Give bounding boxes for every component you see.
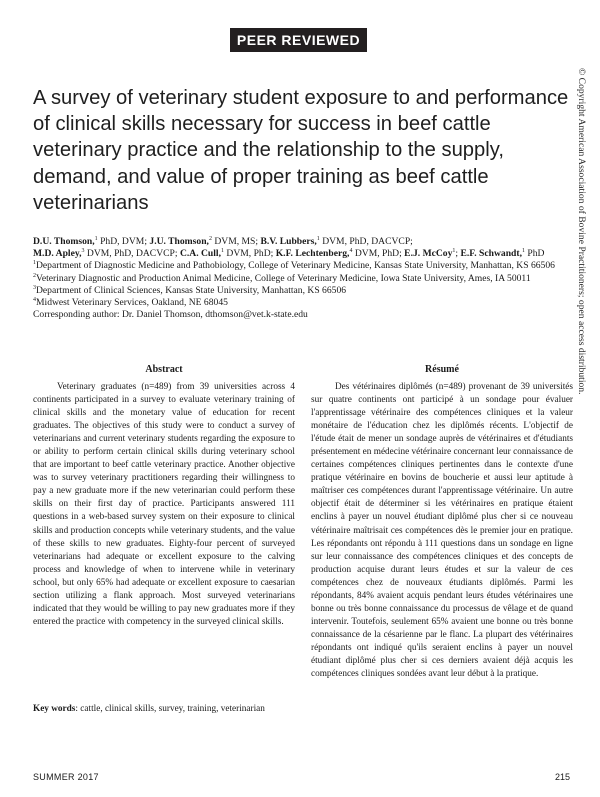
author-degree: DVM, PhD;: [224, 248, 276, 260]
affiliation: [33, 260, 563, 272]
keywords-label: Key words: [33, 704, 76, 714]
peer-reviewed-badge: PEER REVIEWED: [230, 28, 367, 52]
author-name: B.V. Lubbers,: [260, 236, 317, 247]
author-line-1: [33, 236, 563, 248]
affiliation-marker: 4: [33, 296, 36, 303]
author-degree: DVM, PhD;: [352, 248, 405, 260]
abstract-heading: Abstract: [145, 364, 183, 375]
abstract-body: [33, 381, 295, 629]
keywords-list: : cattle, clinical skills, survey, training, veterinarian: [75, 704, 265, 714]
author-name: M.D. Apley,: [33, 248, 82, 260]
affiliation: [33, 273, 563, 285]
affiliation-marker: 2: [33, 272, 36, 279]
author-line-2: [33, 248, 563, 260]
author-affiliation-marker: 1: [94, 235, 98, 242]
page-number: 215: [554, 772, 570, 782]
author-name: E.J. McCoy: [404, 248, 453, 260]
author-affiliation-marker: 2: [208, 235, 212, 242]
author-degree: PhD, DVM;: [97, 236, 150, 247]
author-degree: PhD: [524, 248, 545, 260]
affiliation-text: Department of Clinical Sciences, Kansas State University, Manhattan, KS 66506: [36, 284, 347, 296]
author-name: J.U. Thomson,: [149, 236, 209, 247]
author-affiliation-marker: 1: [452, 248, 456, 255]
author-affiliation-marker: 4: [349, 248, 353, 255]
abstract-paragraph: Veterinary graduates (n=489) from 39 universities across 4 continents participated in a survey to evaluate veterinary training of clinical skills and the monetary value of education for recent graduates. The objectives of this study were to conduct a survey of veterinarians and current veterinary students regarding the exposure to or ability to perform certain clinical skills during veterinary school that are important to beef cattle veterinary practice. Another objective was to survey veterinary practitioners regarding their willingness to pay a new graduate more if the new veterinarian could perform these skills on their first day of practice. Participants answered 111 questions in a web-based survey system on their exposure to clinical skills and production concepts while veterinary students, and the value of these skills to new graduates. Eighty-four percent of surveyed veterinarians had adequate or excellent exposure to the calving process and knowledge of when to intervene while in veterinary school, but only 65% had adequate or excellent exposure to caesarian section utilizing a flank approach. Most surveyed veterinarians indicated that they would be willing to pay new graduates more if they entered the practice with competency in the surveyed clinical skills.: [33, 382, 295, 627]
author-affiliation-marker: 3: [81, 248, 85, 255]
author-degree: DVM, PhD, DACVCP;: [84, 248, 180, 260]
keywords: [33, 703, 295, 715]
author-affiliation-marker: 1: [316, 235, 320, 242]
author-affiliation-marker: 1: [221, 248, 224, 255]
affiliation-text: Department of Diagnostic Medicine and Pathobiology, College of Veterinary Medicine, Kansas State University, Manhattan, KS 66506: [36, 260, 555, 272]
affiliation-text: Midwest Veterinary Services, Oakland, NE 68045: [36, 297, 228, 309]
resume-body: [311, 381, 573, 681]
issue-label: SUMMER 2017: [33, 772, 99, 782]
author-name: K.F. Lechtenberg,: [275, 248, 350, 260]
author-block: [33, 236, 563, 321]
corresponding-author: Corresponding author: Dr. Daniel Thomson, dthomson@vet.k-state.edu: [33, 309, 308, 321]
author-degree: ;: [455, 248, 461, 260]
affiliation-marker: 1: [33, 260, 36, 267]
affiliation: [33, 297, 563, 309]
article-title: A survey of veterinary student exposure to and performance of clinical skills necessary for success in beef cattle veterinary practice and the relationship to the supply, demand, and value of proper training as beef cattle veterinarians: [33, 87, 569, 214]
author-name: E.F. Schwandt,: [460, 248, 522, 260]
author-affiliation-marker: 1: [521, 248, 525, 255]
resume-heading: Résumé: [425, 364, 459, 375]
copyright-notice: © Copyright American Association of Bovine Practitioners; open access distribution.: [576, 68, 587, 395]
resume-paragraph: Des vétérinaires diplômés (n=489) provenant de 39 universités sur quatre continents ont participé à un sondage pour évaluer l'apprentissage vétérinaire des compétences cliniques et la valeur monétaire de l'éducation chez les diplômés récents. L'objectif de l'étude était de mener un sondage auprès de vétérinaires et d'étudiants présentement en médecine vétérinaire concernant leur connaissance de certaines compétences cliniques pertinentes dans le contexte d'une pratique vétérinaire en bovins de boucherie et aussi leur aptitude à maîtriser ces compétences durant l'apprentissage vétérinaire. Un autre objectif était de déterminer si les vétérinaires en pratique étaient enclins à payer un nouvel étudiant diplômé plus cher si ce nouveau vétérinaire maîtrisait ces compétences dès le premier jour en pratique. Les répondants ont répondu à 111 questions dans un sondage en ligne sur leur connaissance des compétences cliniques et des concepts de production acquise durant leurs études et sur la valeur de ces compétences chez de nouveaux étudiants diplômés. Parmi les répondants, 84% avaient acquis pendant leurs études vétérinaires une bonne ou très bonne connaissance du processus de vêlage et de quand intervenir. Toutefois, seulement 65% avaient une bonne ou très bonne connaissance de la césarienne par le flanc. La plupart des vétérinaires répondants ont indiqué qu'ils seraient enclins à payer un nouvel étudiant diplômé plus cher si ces derniers avaient déjà acquis les compétences cliniques sondées avant leur début à la pratique.: [311, 382, 573, 680]
affiliation: [33, 285, 563, 297]
affiliation-text: Veterinary Diagnostic and Production Animal Medicine, College of Veterinary Medicine, Iowa State University, Ames, IA 50011: [36, 272, 531, 284]
author-name: C.A. Cull,: [179, 248, 221, 260]
affiliation-marker: 3: [33, 284, 36, 291]
author-degree: DVM, PhD, DACVCP;: [319, 236, 413, 247]
author-degree: DVM, MS;: [211, 236, 261, 247]
author-name: D.U. Thomson,: [33, 236, 95, 247]
